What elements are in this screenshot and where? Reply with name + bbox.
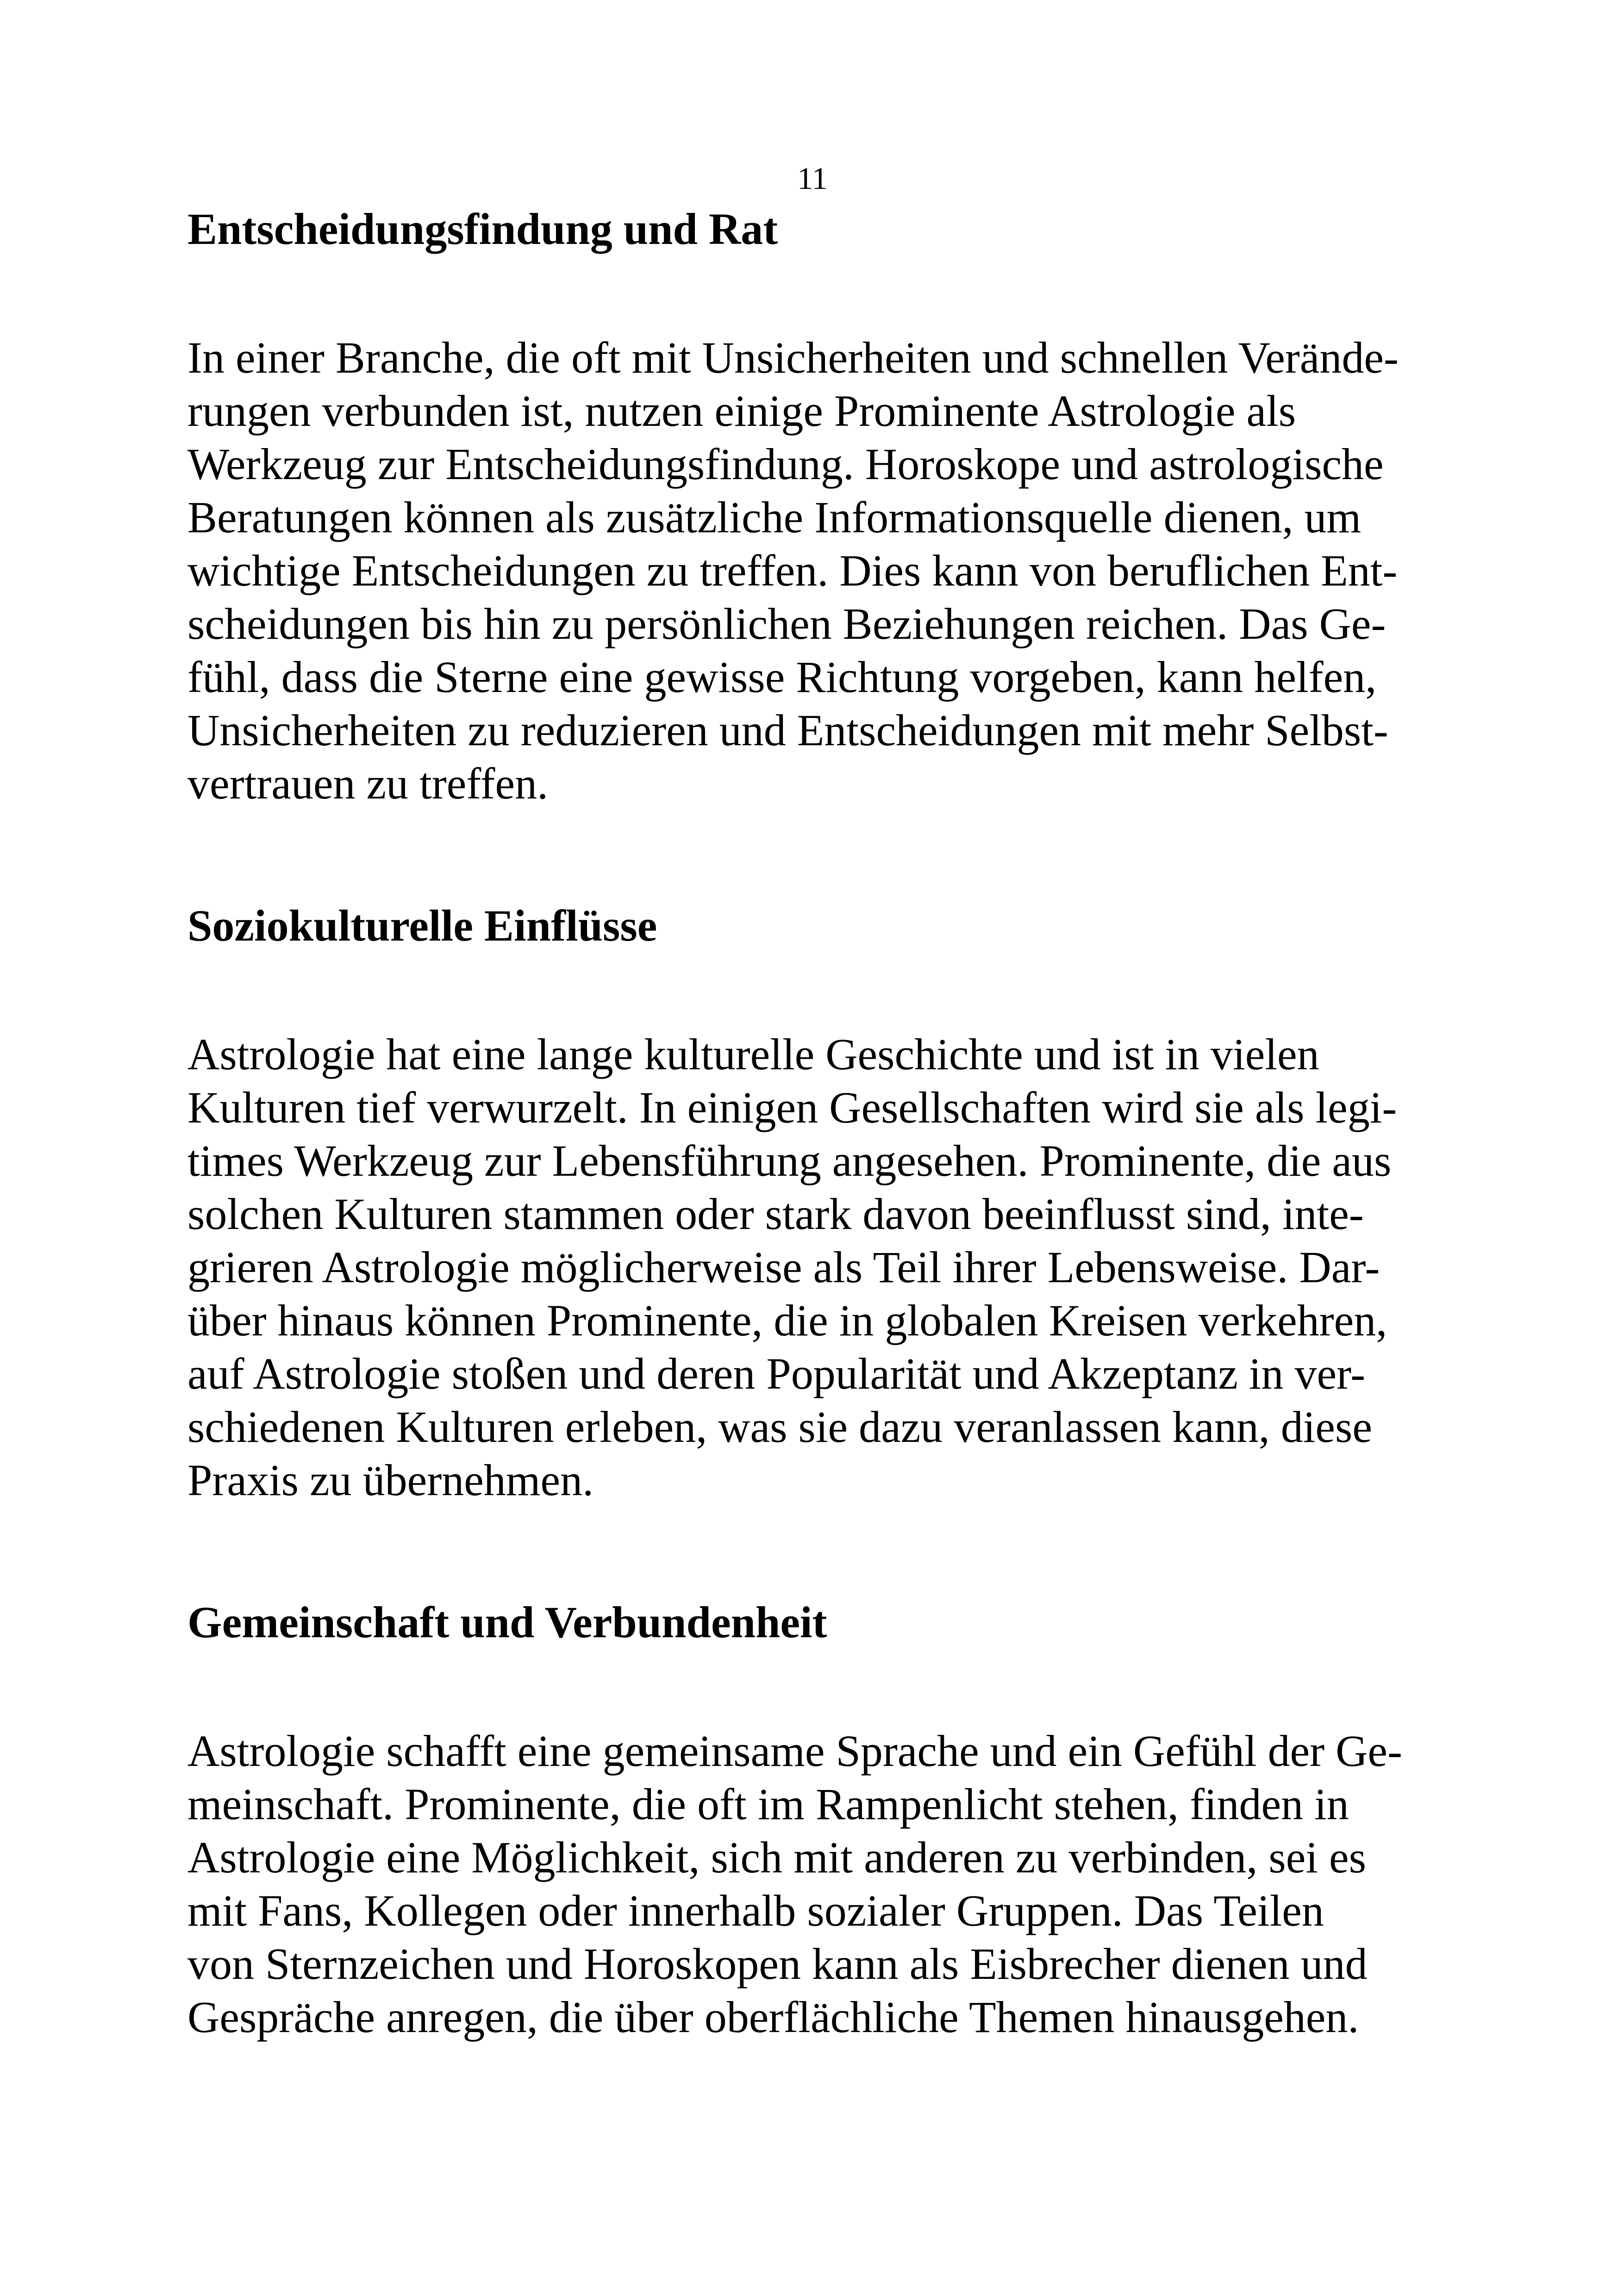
text-line: wichtige Entscheidungen zu treffen. Dies kann von beruflichen Ent- [187,546,1398,595]
text-line: Astrologie hat eine lange kulturelle Geschichte und ist in vielen [187,1029,1319,1079]
page-number: 11 [797,161,828,196]
text-line: schiedenen Kulturen erleben, was sie dazu veranlassen kann, diese [187,1402,1372,1452]
text-line: fühl, dass die Sterne eine gewisse Richtung vorgeben, kann helfen, [187,652,1377,702]
text-line: In einer Branche, die oft mit Unsicherheiten und schnellen Verände- [187,333,1399,382]
text-line: Werkzeug zur Entscheidungsfindung. Horoskope und astrologische [187,439,1384,489]
text-line: Gespräche anregen, die über oberflächliche Themen hinausgehen. [187,1992,1359,2042]
section-heading-entscheidungsfindung: Entscheidungsfindung und Rat [187,204,778,254]
text-line: Kulturen tief verwurzelt. In einigen Gesellschaften wird sie als legi- [187,1083,1397,1132]
text-line: Unsicherheiten zu reduzieren und Entscheidungen mit mehr Selbst- [187,705,1388,755]
text-line: Beratungen können als zusätzliche Informationsquelle dienen, um [187,493,1362,542]
page-content [187,201,1461,2044]
section-paragraph-soziokulturelle-einfluesse [187,1028,1461,1507]
text-line: Astrologie eine Möglichkeit, sich mit anderen zu verbinden, sei es [187,1833,1366,1882]
text-line: mit Fans, Kollegen oder innerhalb sozialer Gruppen. Das Teilen [187,1886,1324,1935]
text-line: grieren Astrologie möglicherweise als Teil ihrer Lebensweise. Dar- [187,1242,1380,1292]
text-line: Astrologie schafft eine gemeinsame Sprache und ein Gefühl der Ge- [187,1726,1402,1776]
section-heading-gemeinschaft: Gemeinschaft und Verbundenheit [187,1597,827,1647]
text-line: auf Astrologie stoßen und deren Popularität und Akzeptanz in ver- [187,1349,1366,1398]
text-line: solchen Kulturen stammen oder stark davon beeinflusst sind, inte- [187,1189,1364,1239]
section-paragraph-entscheidungsfindung [187,331,1461,810]
text-line: Praxis zu übernehmen. [187,1455,594,1505]
text-line: von Sternzeichen und Horoskopen kann als Eisbrecher dienen und [187,1939,1368,1989]
text-line: rungen verbunden ist, nutzen einige Prominente Astrologie als [187,386,1296,436]
text-line: times Werkzeug zur Lebensführung angesehen. Prominente, die aus [187,1136,1392,1185]
text-line: meinschaft. Prominente, die oft im Rampenlicht stehen, finden in [187,1779,1349,1829]
text-line: scheidungen bis hin zu persönlichen Beziehungen reichen. Das Ge- [187,599,1386,649]
section-heading-soziokulturelle-einfluesse: Soziokulturelle Einflüsse [187,901,657,950]
text-line: vertrauen zu treffen. [187,759,549,808]
section-paragraph-gemeinschaft [187,1724,1461,2044]
text-line: über hinaus können Prominente, die in globalen Kreisen verkehren, [187,1296,1387,1345]
